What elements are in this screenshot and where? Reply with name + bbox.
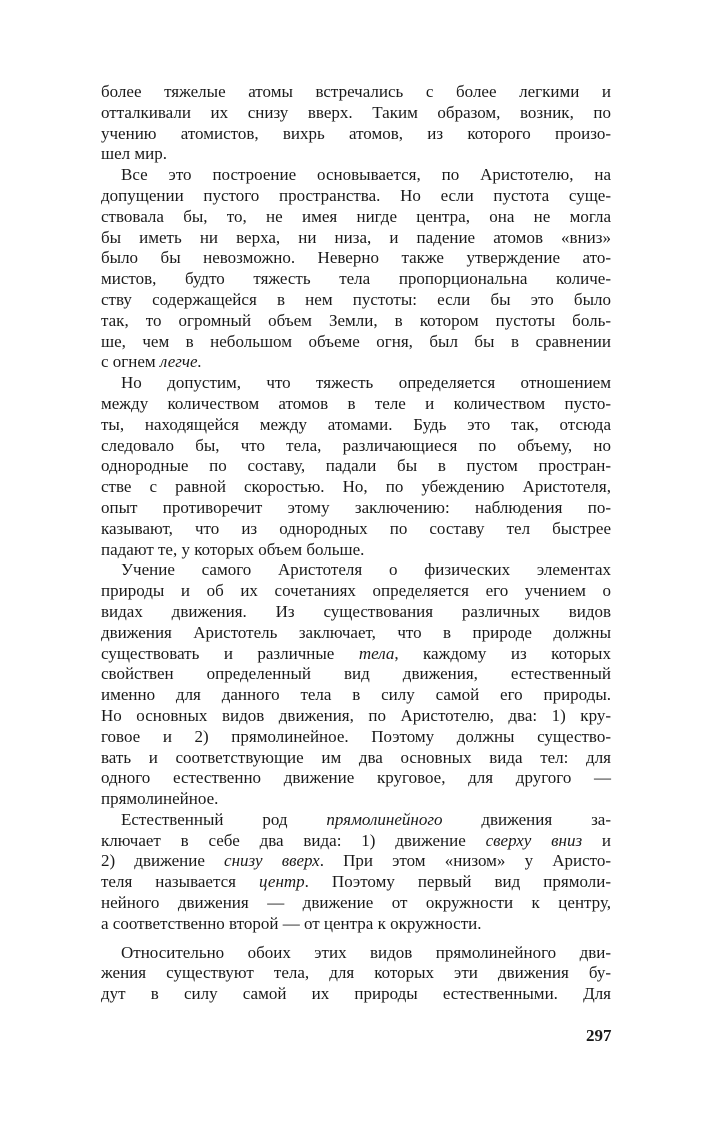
text-line	[101, 373, 611, 394]
text-run: видах движения. Из существования различных видов	[101, 601, 611, 621]
text-run: Но основных видов движения, по Аристотелю, два: 1) кру-	[101, 705, 611, 725]
text-line	[101, 831, 611, 852]
page-number: 297	[586, 1026, 612, 1045]
text-run: теля называется	[101, 872, 259, 892]
text-line	[101, 727, 611, 748]
paragraph	[101, 943, 611, 1005]
text-line	[101, 851, 611, 872]
text-run: ше, чем в небольшом объеме огня, был бы в сравнении	[101, 331, 611, 351]
text-run: говое и 2) прямолинейное. Поэтому должны существо-	[101, 726, 611, 746]
text-line	[101, 311, 611, 332]
text-run: мистов, будто тяжесть тела пропорциональна количе-	[101, 269, 611, 289]
text-run: жения существуют тела, для которых эти движения бу-	[101, 963, 611, 983]
text-line	[101, 540, 611, 561]
text-line	[101, 810, 611, 831]
text-run: и	[582, 830, 611, 850]
text-line	[101, 984, 611, 1005]
text-run: было бы невозможно. Неверно также утверждение ато-	[101, 248, 611, 268]
text-run: прямолинейное.	[101, 789, 219, 809]
text-run: свойствен определенный вид движения, естественный	[101, 664, 611, 684]
text-run: стве с равной скоростью. Но, по убеждению Аристотеля,	[101, 477, 611, 497]
text-line	[101, 82, 611, 103]
text-run: между количеством атомов в теле и количеством пусто-	[101, 393, 611, 413]
text-run: опыт противоречит этому заключению: наблюдения по-	[101, 497, 611, 517]
text-line	[101, 748, 611, 769]
paragraph	[101, 560, 611, 810]
text-line	[101, 664, 611, 685]
text-run: ству содержащейся в нем пустоты: если бы это было	[101, 289, 611, 309]
text-run: Относительно обоих этих видов прямолинейного дви-	[121, 942, 611, 962]
paragraph	[101, 82, 611, 165]
text-run: казывают, что из однородных по составу тел быстрее	[101, 518, 611, 538]
italic-emphasis: легче.	[159, 352, 202, 372]
text-line	[101, 248, 611, 269]
text-run: бы иметь ни верха, ни низа, и падение атомов «вниз»	[101, 227, 611, 247]
text-line	[101, 415, 611, 436]
text-line	[101, 685, 611, 706]
text-run: природы и об их сочетаниях определяется его учением о	[101, 581, 611, 601]
text-line	[101, 768, 611, 789]
text-line	[101, 893, 611, 914]
text-run: ствовала бы, то, не имея нигде центра, она не могла	[101, 206, 611, 226]
paragraph	[101, 810, 611, 935]
text-line	[101, 644, 611, 665]
italic-emphasis: центр	[258, 872, 305, 892]
text-run: Учение самого Аристотеля о физических элементах	[121, 560, 611, 580]
text-line	[101, 963, 611, 984]
text-run: движения Аристотель заключает, что в природе должны	[101, 622, 611, 642]
text-run: . При этом «низом» у Аристо-	[319, 851, 611, 871]
text-line	[101, 519, 611, 540]
text-run: дут в силу самой их природы естественными. Для	[101, 984, 611, 1004]
text-run: , каждому из которых	[394, 643, 611, 663]
text-line	[101, 581, 611, 602]
text-run: Но допустим, что тяжесть определяется отношением	[121, 373, 611, 393]
text-line	[101, 290, 611, 311]
text-line	[101, 456, 611, 477]
text-run: шел мир.	[101, 144, 167, 164]
text-run: с огнем	[101, 352, 160, 372]
text-line	[101, 560, 611, 581]
text-line	[101, 207, 611, 228]
text-line	[101, 124, 611, 145]
text-run: однородные по составу, падали бы в пустом простран-	[101, 456, 611, 476]
text-run: так, то огромный объем Земли, в котором пустоты боль-	[101, 310, 611, 330]
text-line	[101, 789, 611, 810]
text-line	[101, 186, 611, 207]
text-run: 2) движение	[101, 851, 225, 871]
text-line	[101, 623, 611, 644]
text-run: ты, находящейся между атомами. Будь это так, отсюда	[101, 414, 611, 434]
text-run: а соответственно второй — от центра к окружности.	[101, 913, 482, 933]
text-run: падают те, у которых объем больше.	[101, 539, 365, 559]
text-run: движения за-	[442, 809, 611, 829]
text-line	[101, 943, 611, 964]
text-run: ключает в себе два вида: 1) движение	[101, 830, 486, 850]
paragraph	[101, 165, 611, 373]
text-line	[101, 436, 611, 457]
italic-emphasis: тела	[358, 643, 395, 663]
italic-emphasis: снизу вверх	[224, 851, 320, 871]
text-line	[101, 706, 611, 727]
text-line	[101, 165, 611, 186]
text-line	[101, 228, 611, 249]
text-line	[101, 914, 611, 935]
text-line	[101, 872, 611, 893]
text-line	[101, 144, 611, 165]
text-run: существовать и различные	[101, 643, 359, 663]
text-line	[101, 602, 611, 623]
text-run: более тяжелые атомы встречались с более легкими и	[101, 82, 611, 101]
text-run: допущении пустого пространства. Но если пустота суще-	[101, 185, 611, 205]
text-run: учению атомистов, вихрь атомов, из которого произо-	[101, 123, 611, 143]
text-line	[101, 498, 611, 519]
text-run: Естественный род	[121, 809, 327, 829]
text-line	[101, 477, 611, 498]
text-run: следовало бы, что тела, различающиеся по объему, но	[101, 435, 611, 455]
text-line	[101, 269, 611, 290]
text-run: Все это построение основывается, по Аристотелю, на	[121, 165, 611, 185]
text-run: . Поэтому первый вид прямоли-	[304, 872, 612, 892]
text-run: отталкивали их снизу вверх. Таким образом, возник, по	[101, 102, 611, 122]
text-line	[101, 352, 611, 373]
text-run: вать и соответствующие им два основных вида тел: для	[101, 747, 611, 767]
text-run: именно для данного тела в силу самой его природы.	[101, 685, 611, 705]
text-line	[101, 103, 611, 124]
text-run: нейного движения — движение от окружности к центру,	[101, 893, 611, 913]
text-line	[101, 332, 611, 353]
italic-emphasis: прямолинейного	[326, 809, 443, 829]
text-line	[101, 394, 611, 415]
text-run: одного естественно движение круговое, для другого —	[101, 768, 611, 788]
italic-emphasis: сверху вниз	[485, 830, 583, 850]
paragraph	[101, 373, 611, 560]
body-text	[101, 82, 611, 1005]
